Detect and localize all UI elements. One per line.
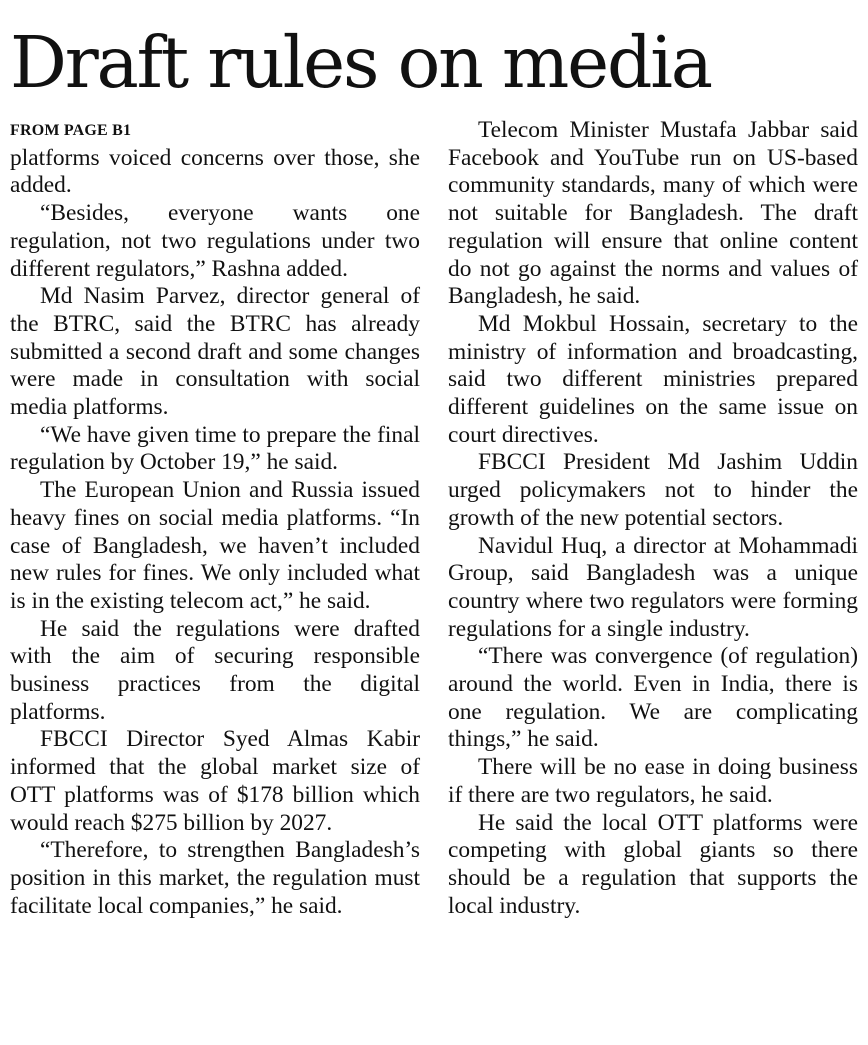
paragraph: Telecom Minister Mustafa Jabbar said Facebook and YouTube run on US-based community standards, many of which were not suitable for Bangladesh. The draft regulation will ensure that online content do not go against the norms and values of Bangladesh, he said. bbox=[448, 117, 858, 310]
paragraph: He said the local OTT platforms were competing with global giants so there should be a regulation that supports the local industry. bbox=[448, 809, 858, 919]
paragraph: The European Union and Russia issued heavy fines on social media platforms. “In case of Bangladesh, we haven’t included new rules for fines. We only included what is in the existing telecom act,” he said. bbox=[10, 477, 420, 614]
paragraph: Md Mokbul Hossain, secretary to the ministry of information and broadcasting, said two different ministries prepared different guidelines on the same issue on court directives. bbox=[448, 310, 858, 448]
paragraph: “Therefore, to strengthen Bangladesh’s position in this market, the regulation must facilitate local companies,” he said. bbox=[10, 837, 420, 919]
paragraph: “Besides, everyone wants one regulation, not two regulations under two different regulators,” Rashna added. bbox=[10, 200, 420, 282]
continuation-kicker: FROM PAGE B1 bbox=[10, 122, 132, 139]
paragraph: FBCCI President Md Jashim Uddin urged policymakers not to hinder the growth of the new potential sectors. bbox=[448, 449, 858, 531]
paragraph: FBCCI Director Syed Almas Kabir informed that the global market size of OTT platforms was of $178 billion which would reach $275 billion by 2027. bbox=[10, 726, 420, 836]
paragraph: platforms voiced concerns over those, she added. bbox=[10, 144, 420, 199]
article-column-right bbox=[448, 117, 858, 920]
paragraph: He said the regulations were drafted with the aim of securing responsible business practices from the digital platforms. bbox=[10, 615, 420, 725]
headline: Draft rules on media bbox=[10, 21, 711, 104]
paragraph: “We have given time to prepare the final regulation by October 19,” he said. bbox=[10, 421, 420, 476]
paragraph: “There was convergence (of regulation) around the world. Even in India, there is one regulation. We are complicating things,” he said. bbox=[448, 643, 858, 753]
paragraph: There will be no ease in doing business if there are two regulators, he said. bbox=[448, 754, 858, 808]
paragraph: Md Nasim Parvez, director general of the BTRC, said the BTRC has already submitted a second draft and some changes were made in consultation with social media platforms. bbox=[10, 283, 420, 421]
paragraph: Navidul Huq, a director at Mohammadi Group, said Bangladesh was a unique country where two regulators were forming regulations for a single industry. bbox=[448, 532, 858, 642]
article-column-left bbox=[10, 117, 420, 920]
